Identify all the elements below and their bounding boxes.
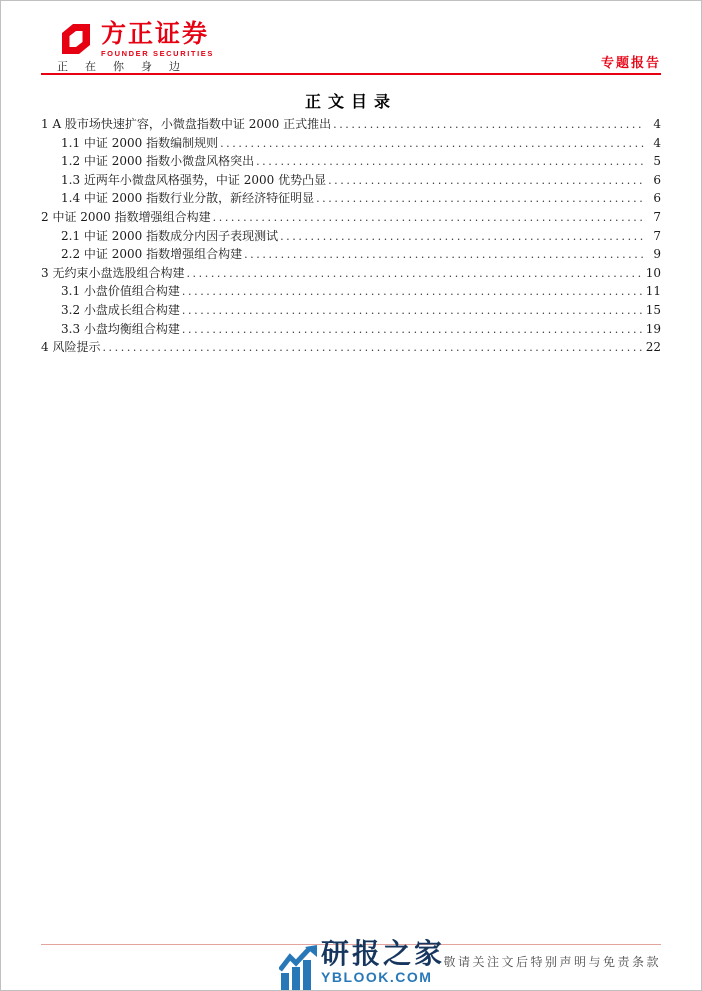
toc-dot-leader [213, 209, 645, 228]
toc-dot-leader [220, 135, 645, 154]
toc-entry[interactable] [41, 282, 661, 301]
brand-text-block [101, 21, 214, 58]
toc-entry-label: 2 中证 2000 指数增强组合构建 [41, 209, 211, 224]
toc-dot-leader [182, 283, 644, 302]
toc-entry-label: 1.3 近两年小微盘风格强势，中证 2000 优势凸显 [61, 172, 327, 187]
toc-entry[interactable] [41, 227, 661, 246]
watermark-text-block [321, 939, 445, 985]
brand-name-cn: 方正证券 [101, 20, 210, 48]
watermark-name: 研报之家 [321, 938, 446, 969]
toc-entry-label: 1.4 中证 2000 指数行业分散，新经济特征明显 [61, 191, 315, 206]
toc-entry[interactable] [41, 208, 661, 227]
toc-entry[interactable] [41, 171, 661, 190]
page-header [41, 1, 661, 75]
toc-entry-page: 5 [653, 154, 661, 169]
brand-name-en: FOUNDER SECURITIES [101, 49, 214, 58]
toc-entry[interactable] [41, 264, 661, 283]
toc-entry-label: 3.3 小盘均衡组合构建 [61, 321, 180, 336]
toc-entry-page: 11 [645, 284, 661, 299]
toc-entry-page: 22 [645, 340, 661, 355]
toc-entry-page: 6 [653, 172, 661, 187]
toc-entry-label: 4 风险提示 [41, 340, 101, 355]
brand-logo [57, 21, 214, 58]
toc-title: 正文目录 [304, 92, 397, 111]
watermark [279, 939, 445, 991]
toc-entry-page: 4 [653, 117, 661, 131]
toc-entry[interactable] [41, 338, 661, 357]
toc-entry-label: 1.1 中证 2000 指数编制规则 [61, 135, 219, 150]
toc-entry-label: 2.2 中证 2000 指数增强组合构建 [61, 247, 243, 262]
toc-entry-page: 10 [645, 265, 661, 280]
toc-entry[interactable] [41, 152, 661, 171]
toc-entry[interactable] [41, 115, 661, 134]
header-divider [41, 73, 661, 75]
toc-entry-page: 6 [653, 191, 661, 206]
founder-securities-logo-icon [57, 21, 93, 57]
toc-list [41, 115, 661, 357]
brand-slogan: 正在你身边 [57, 61, 197, 73]
report-type-label: 专题报告 [600, 55, 661, 70]
toc-entry-page: 15 [645, 302, 661, 317]
toc-dot-leader [186, 265, 643, 284]
toc-dot-leader [333, 116, 645, 135]
toc-entry[interactable] [41, 245, 661, 264]
toc-dot-leader [280, 228, 645, 247]
toc-entry-page: 19 [645, 321, 661, 336]
toc-entry-label: 1.2 中证 2000 指数小微盘风格突出 [61, 154, 255, 169]
toc-entry[interactable] [41, 301, 661, 320]
toc-dot-leader [102, 339, 643, 358]
footer-disclaimer: 敬请关注文后特别声明与免责条款 [443, 955, 661, 969]
bar-chart-arrow-icon [279, 945, 317, 991]
toc-entry-page: 4 [653, 135, 661, 150]
toc-entry-label: 1 A 股市场快速扩容，小微盘指数中证 2000 正式推出 [41, 117, 332, 131]
toc-entry-page: 7 [653, 209, 661, 224]
toc-entry-label: 3 无约束小盘选股组合构建 [41, 265, 185, 280]
toc-entry-label: 3.1 小盘价值组合构建 [61, 284, 180, 299]
toc-entry[interactable] [41, 134, 661, 153]
toc-dot-leader [256, 153, 645, 172]
watermark-site: YBLOOK.COM [321, 969, 433, 985]
toc-entry-label: 2.1 中证 2000 指数成分内因子表现测试 [61, 228, 279, 243]
toc-dot-leader [182, 302, 644, 321]
toc-dot-leader [316, 190, 645, 209]
toc-entry-page: 7 [653, 228, 661, 243]
toc-entry[interactable] [41, 189, 661, 208]
toc-entry-label: 3.2 小盘成长组合构建 [61, 302, 180, 317]
toc-dot-leader [182, 321, 644, 340]
toc-dot-leader [244, 246, 645, 265]
toc-entry-page: 9 [653, 247, 661, 262]
toc-entry[interactable] [41, 320, 661, 339]
toc-dot-leader [328, 172, 645, 191]
